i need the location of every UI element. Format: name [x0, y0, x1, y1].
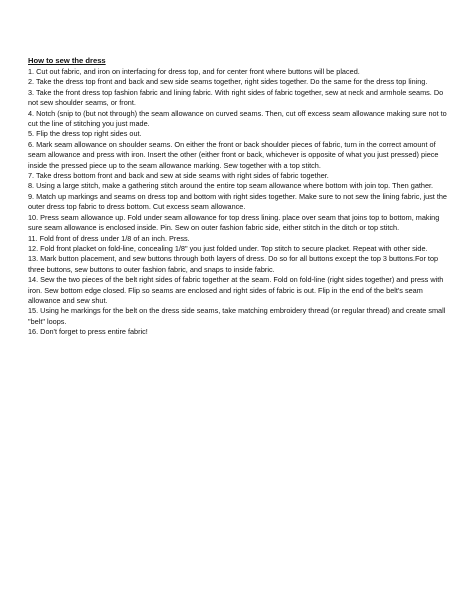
- document-page: [28, 56, 453, 338]
- instruction-step-3: 3. Take the front dress top fashion fabric and lining fabric. With right sides of fabric together, sew at neck and armhole seams. Do not sew shoulder seams, or front.: [28, 87, 444, 108]
- instruction-step-7: 7. Take dress bottom front and back and sew at side seams with right sides of fabric together.: [28, 171, 329, 181]
- instruction-step-15: 15. Using he markings for the belt on the dress side seams, take matching embroidery thread (or regular thread) and create small "belt" loops.: [28, 306, 446, 326]
- instruction-step-5: 5. Flip the dress top right sides out.: [28, 129, 142, 139]
- instruction-step-11: 11. Fold front of dress under 1/8 of an inch. Press.: [28, 233, 190, 243]
- instruction-step-14: 14. Sew the two pieces of the belt right sides of fabric together at the seam. Fold on fold-line (right sides together) and press with iron. Sew bottom edge closed. Flip so seams are enclosed and right sides of fabric is out. Flip in the end of the belt's seam allowance and sew shut.: [28, 275, 444, 305]
- instruction-step-9: 9. Match up markings and seams on dress top and bottom with right sides together. Make sure to not sew the lining fabric, just the outer dress top fabric to dress bottom. Cut excess seam allowance.: [28, 191, 447, 212]
- instruction-step-2: 2. Take the dress top front and back and sew side seams together, right sides together. Do the same for the dress top lining.: [28, 77, 428, 87]
- instruction-step-16: 16. Don't forget to press entire fabric!: [28, 327, 148, 337]
- instruction-step-10: 10. Press seam allowance up. Fold under seam allowance for top dress lining. place over seam that joins top to bottom, making sure seam allowance is enclosed inside. Pin. Sew on outer fashion fabric side, either stitch in the ditch or top stitch.: [28, 212, 440, 233]
- instruction-step-8: 8. Using a large stitch, make a gathering stitch around the entire top seam allowance where bottom with join top. Then gather.: [28, 181, 434, 191]
- document-title: How to sew the dress: [28, 56, 106, 65]
- instruction-step-13: 13. Mark button placement, and sew buttons through both layers of dress. Do so for all buttons except the top 3 buttons.For top three buttons, sew buttons to outer fashion fabric, and snaps to inside fabric.: [28, 254, 439, 274]
- instruction-list: [28, 67, 453, 338]
- instruction-step-1: 1. Cut out fabric, and iron on interfacing for dress top, and for center front where buttons will be placed.: [28, 67, 360, 76]
- instruction-step-4: 4. Notch (snip to (but not through) the seam allowance on curved seams. Then, cut off excess seam allowance making sure not to cut the line of stitching you just made.: [28, 108, 447, 129]
- instruction-step-12: 12. Fold front placket on fold-line, concealing 1/8" you just folded under. Top stitch to secure placket. Repeat with other side.: [28, 243, 428, 253]
- instruction-step-6: 6. Mark seam allowance on shoulder seams. On either the front or back shoulder pieces of fabric, turn in the correct amount of seam allowance and press with iron. Insert the other (either front or back, whichever is opposite of what you just pressed) piece inside the pressed piece up to the seam allowance marking. Sew together with a top stitch.: [28, 139, 439, 170]
